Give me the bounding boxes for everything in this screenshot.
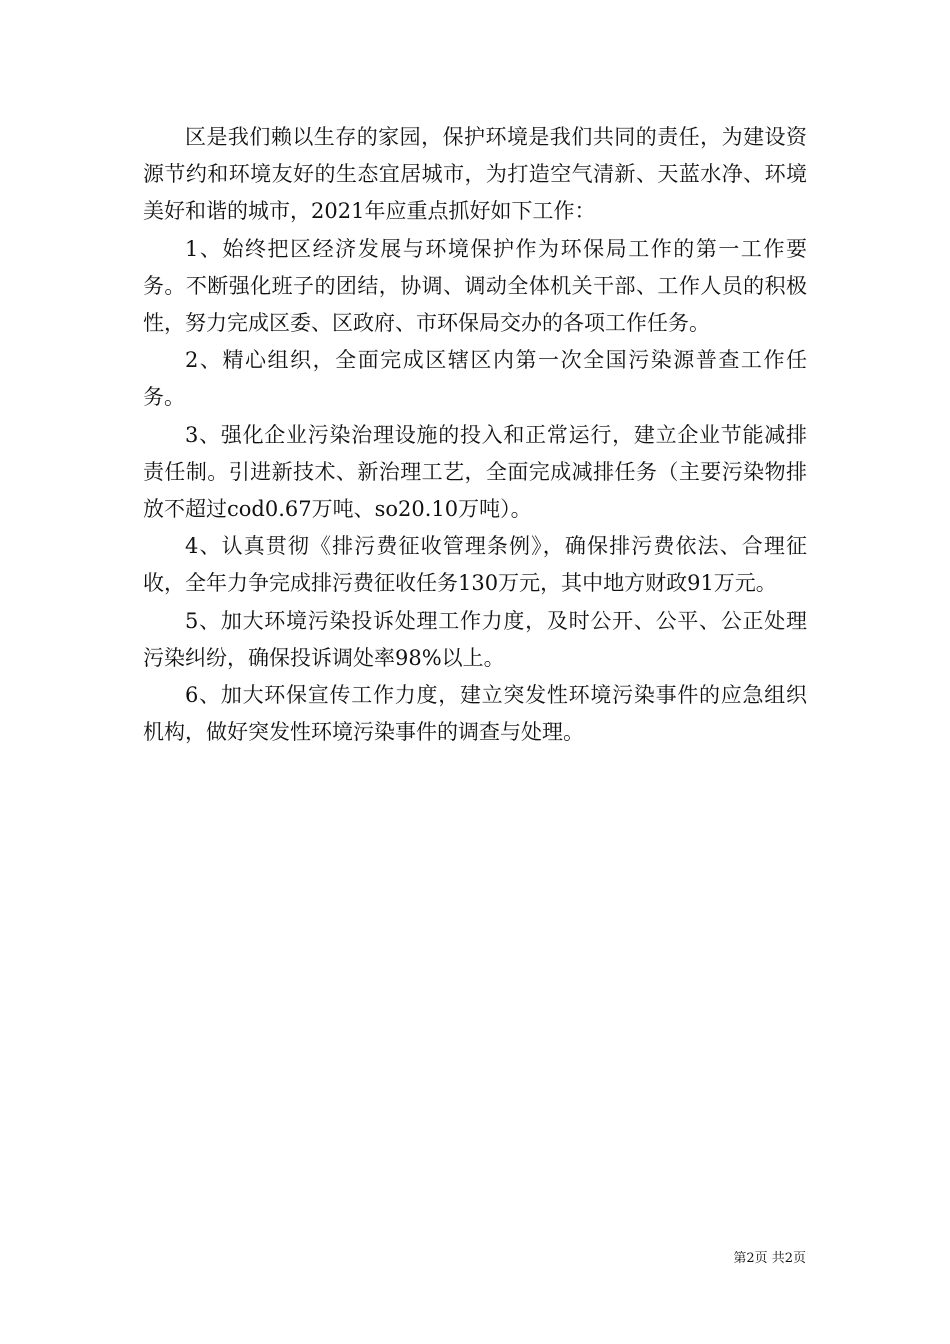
paragraph-item-5: 5、加大环境污染投诉处理工作力度，及时公开、公平、公正处理污染纠纷，确保投诉调处率98%以上。 <box>143 608 807 670</box>
document-body <box>143 119 807 751</box>
paragraph-item-6: 6、加大环保宣传工作力度，建立突发性环境污染事件的应急组织机构，做好突发性环境污染事件的调查与处理。 <box>143 683 807 745</box>
paragraph-item-4: 4、认真贯彻《排污费征收管理条例》，确保排污费依法、合理征收，全年力争完成排污费征收任务130万元，其中地方财政91万元。 <box>143 534 807 596</box>
paragraph-intro: 区是我们赖以生存的家园，保护环境是我们共同的责任，为建设资源节约和环境友好的生态宜居城市，为打造空气清新、天蓝水净、环境美好和谐的城市，2021年应重点抓好如下工作： <box>143 125 807 224</box>
page-number-footer: 第2页 共2页 <box>733 1251 806 1266</box>
paragraph-item-2: 2、精心组织，全面完成区辖区内第一次全国污染源普查工作任务。 <box>143 348 807 410</box>
paragraph-item-1: 1、始终把区经济发展与环境保护作为环保局工作的第一工作要务。不断强化班子的团结，协调、调动全体机关干部、工作人员的积极性，努力完成区委、区政府、市环保局交办的各项工作任务。 <box>143 236 807 336</box>
paragraph-item-3: 3、强化企业污染治理设施的投入和正常运行，建立企业节能减排责任制。引进新技术、新治理工艺，全面完成减排任务（主要污染物排放不超过cod0.67万吨、so20.10万吨）。 <box>143 422 807 522</box>
